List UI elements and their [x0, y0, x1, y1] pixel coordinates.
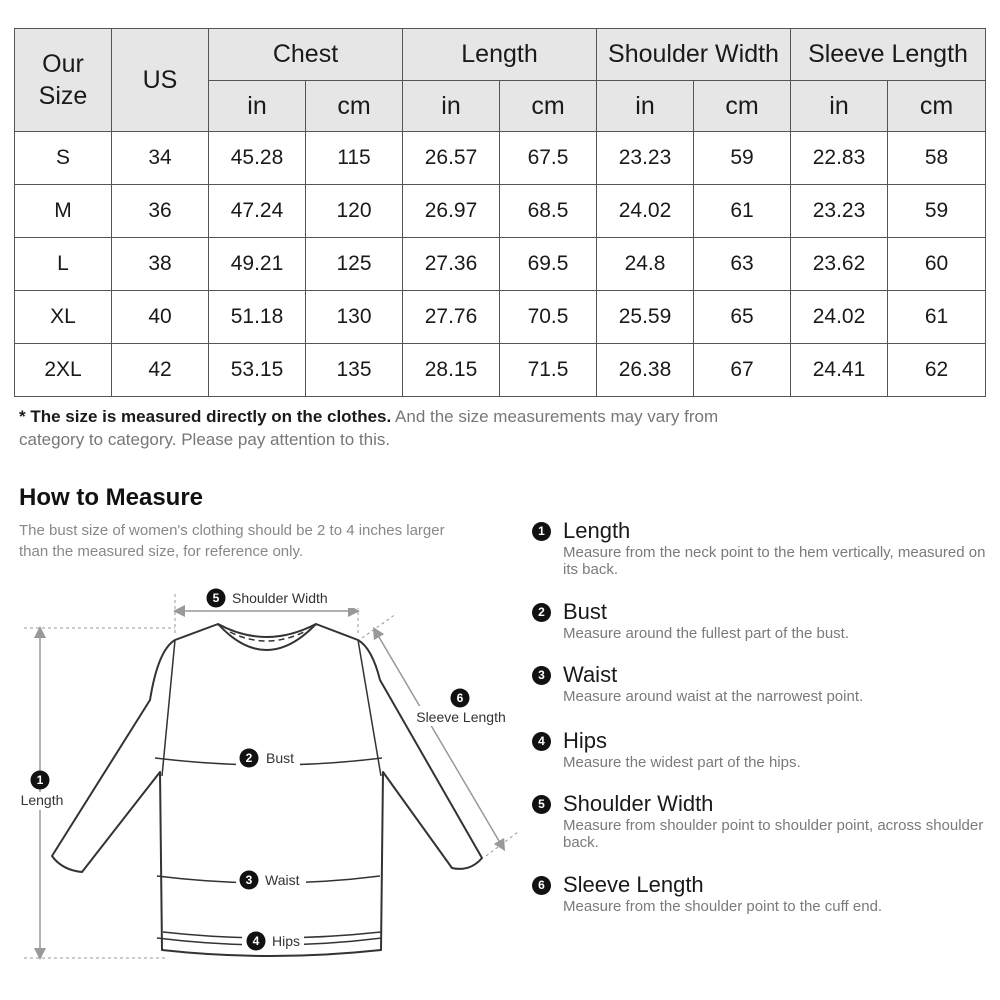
step-sleeve-length [532, 872, 992, 915]
table-cell: 62 [888, 344, 986, 397]
table-cell: 67.5 [500, 132, 597, 185]
length-marker-num: 1 [36, 773, 44, 787]
step-bust [532, 599, 992, 642]
table-cell: 22.83 [791, 132, 888, 185]
table-cell: 60 [888, 238, 986, 291]
table-cell: 65 [694, 291, 791, 344]
step-number: 5 [532, 795, 551, 814]
table-cell: 23.23 [597, 132, 694, 185]
header-unit: cm [888, 81, 986, 132]
table-cell: M [15, 185, 112, 238]
table-cell: 71.5 [500, 344, 597, 397]
table-cell: 25.59 [597, 291, 694, 344]
header-unit: in [209, 81, 306, 132]
header-chest: Chest [209, 29, 403, 81]
table-cell: 47.24 [209, 185, 306, 238]
size-note [19, 405, 779, 451]
table-cell: 27.76 [403, 291, 500, 344]
header-unit: in [403, 81, 500, 132]
table-row [15, 291, 986, 344]
table-cell: 27.36 [403, 238, 500, 291]
step-label: Bust [563, 599, 608, 624]
step-description: Measure around waist at the narrowest point. [563, 688, 864, 705]
table-cell: 69.5 [500, 238, 597, 291]
step-description: Measure from the neck point to the hem vertically, measured on its back. [563, 544, 986, 578]
hips-marker-label: Hips [272, 933, 301, 949]
table-cell: 24.8 [597, 238, 694, 291]
step-label: Shoulder Width [563, 791, 714, 816]
table-cell: XL [15, 291, 112, 344]
table-cell: 58 [888, 132, 986, 185]
bust-marker-num: 2 [245, 751, 253, 765]
waist-marker-label: Waist [265, 872, 300, 888]
size-note-bold: * The size is measured directly on the clothes. [19, 407, 392, 426]
step-description: Measure from the shoulder point to the cuff end. [563, 898, 883, 915]
header-shoulder-width: Shoulder Width [597, 29, 791, 81]
table-cell: 125 [306, 238, 403, 291]
header-us: US [112, 29, 209, 132]
table-cell: 23.62 [791, 238, 888, 291]
table-cell: 68.5 [500, 185, 597, 238]
table-cell: 36 [112, 185, 209, 238]
step-length [532, 518, 992, 578]
step-label: Hips [563, 728, 608, 753]
table-cell: 26.97 [403, 185, 500, 238]
table-row [15, 344, 986, 397]
header-unit: in [791, 81, 888, 132]
shoulder-marker-label: Shoulder Width [232, 590, 328, 606]
step-hips [532, 728, 992, 771]
table-cell: 130 [306, 291, 403, 344]
table-cell: 24.02 [597, 185, 694, 238]
table-row [15, 238, 986, 291]
table-cell: 63 [694, 238, 791, 291]
header-unit: cm [694, 81, 791, 132]
table-cell: 120 [306, 185, 403, 238]
table-cell: S [15, 132, 112, 185]
step-description: Measure around the fullest part of the bust. [563, 625, 850, 642]
hips-marker-num: 4 [252, 934, 260, 948]
table-cell: 61 [888, 291, 986, 344]
step-number: 1 [532, 522, 551, 541]
table-cell: 45.28 [209, 132, 306, 185]
step-label: Waist [563, 662, 618, 687]
table-cell: L [15, 238, 112, 291]
header-unit: in [597, 81, 694, 132]
table-cell: 42 [112, 344, 209, 397]
size-table-body [15, 132, 986, 397]
header-unit: cm [500, 81, 597, 132]
table-cell: 23.23 [791, 185, 888, 238]
step-number: 2 [532, 603, 551, 622]
table-cell: 49.21 [209, 238, 306, 291]
table-cell: 51.18 [209, 291, 306, 344]
step-label: Length [563, 518, 631, 543]
how-to-measure-subtitle: The bust size of women's clothing should be 2 to 4 inches larger than the measured size, for reference only. [19, 522, 445, 560]
table-row [15, 132, 986, 185]
step-number: 3 [532, 666, 551, 685]
waist-marker-num: 3 [245, 873, 253, 887]
table-cell: 67 [694, 344, 791, 397]
step-number: 6 [532, 876, 551, 895]
sweater-icon [52, 624, 482, 956]
table-cell: 61 [694, 185, 791, 238]
table-cell: 24.41 [791, 344, 888, 397]
header-length: Length [403, 29, 597, 81]
step-description: Measure from shoulder point to shoulder point, across shoulder back. [563, 817, 984, 851]
table-cell: 34 [112, 132, 209, 185]
table-cell: 135 [306, 344, 403, 397]
step-waist [532, 662, 992, 705]
shoulder-marker-num: 5 [212, 591, 220, 605]
table-cell: 115 [306, 132, 403, 185]
table-cell: 26.57 [403, 132, 500, 185]
step-description: Measure the widest part of the hips. [563, 754, 801, 771]
how-to-measure-title: How to Measure [19, 484, 204, 511]
table-cell: 28.15 [403, 344, 500, 397]
header-sleeve-length: Sleeve Length [791, 29, 986, 81]
size-note-rest: And the size measurements may vary from category to category. Please pay attention to this. [19, 407, 719, 449]
table-cell: 59 [888, 185, 986, 238]
bust-marker-label: Bust [266, 750, 295, 766]
table-cell: 59 [694, 132, 791, 185]
sleeve-marker-num: 6 [456, 691, 464, 705]
table-cell: 40 [112, 291, 209, 344]
table-cell: 26.38 [597, 344, 694, 397]
length-marker-label: Length [20, 792, 64, 808]
table-cell: 2XL [15, 344, 112, 397]
size-chart-table [14, 28, 986, 397]
step-label: Sleeve Length [563, 872, 704, 897]
header-our-size: Our Size [15, 29, 112, 132]
sleeve-marker-label: Sleeve Length [416, 709, 506, 725]
table-cell: 70.5 [500, 291, 597, 344]
sweater-measure-diagram [0, 580, 530, 980]
header-unit: cm [306, 81, 403, 132]
table-cell: 24.02 [791, 291, 888, 344]
step-number: 4 [532, 732, 551, 751]
table-row [15, 185, 986, 238]
step-shoulder-width [532, 791, 992, 851]
table-cell: 53.15 [209, 344, 306, 397]
table-cell: 38 [112, 238, 209, 291]
